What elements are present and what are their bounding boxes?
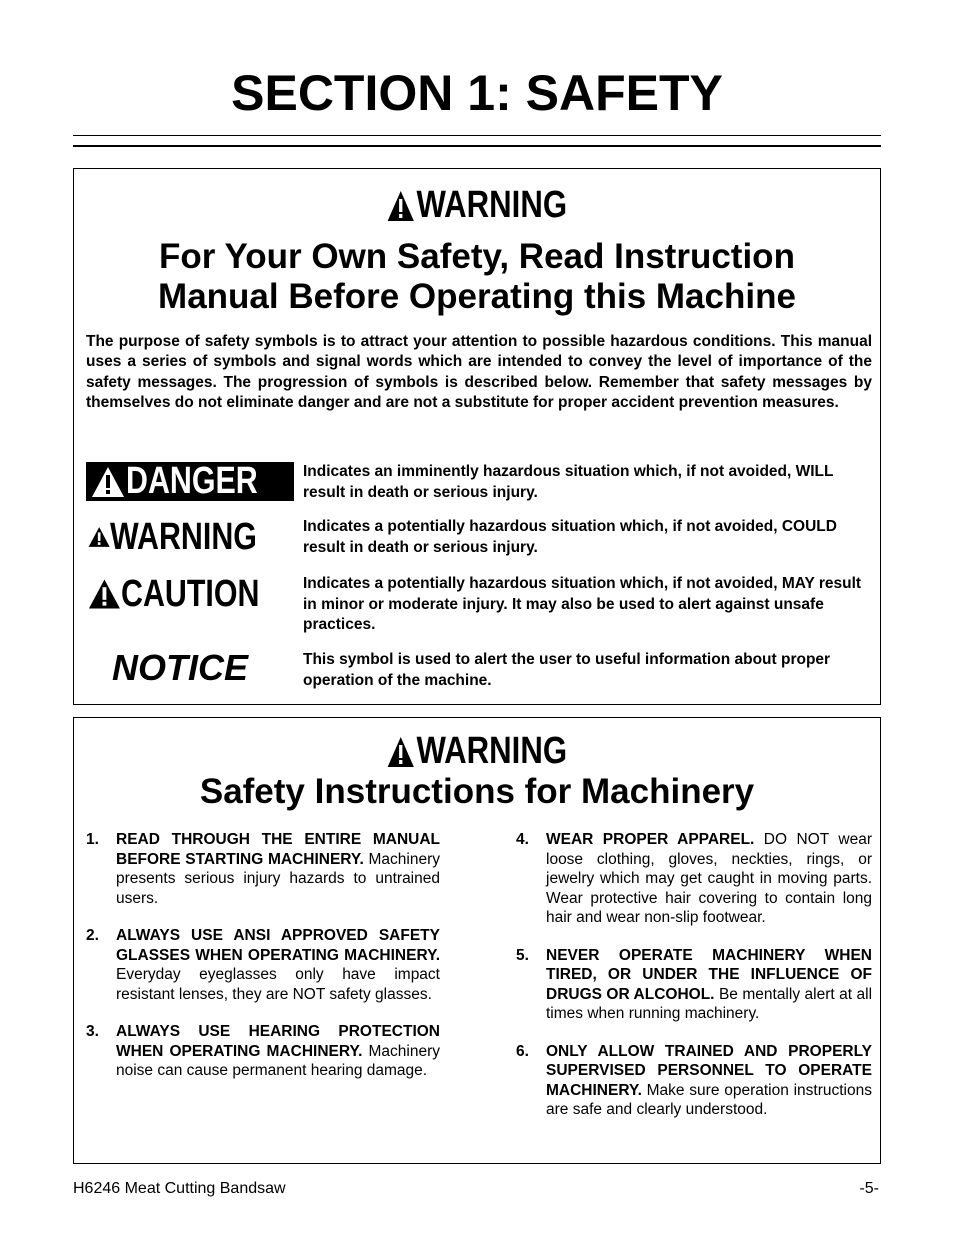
caution-triangle-icon [88, 578, 121, 610]
notice-label [86, 648, 294, 688]
list-item: 5. NEVER OPERATE MACHINERY WHEN TIRED, OR UNDER THE INFLUENCE OF DRUGS OR ALCOHOL. Be mentally alert at all times when running machinery. [516, 946, 873, 1022]
notice-word: NOTICE [111, 647, 248, 688]
instructions-left-column [86, 830, 440, 1099]
caution-description: Indicates a potentially hazardous situation which, if not avoided, MAY result in minor or moderate injury. It may also be used to alert against unsafe practices. [303, 575, 862, 633]
warning-label [86, 517, 294, 557]
footer-model-name: H6246 Meat Cutting Bandsaw [73, 1180, 286, 1197]
warning-triangle-icon [88, 521, 110, 553]
danger-label [86, 462, 294, 501]
subtitle-line-1: For Your Own Safety, Read Instruction [159, 237, 795, 276]
list-item: 1. READ THROUGH THE ENTIRE MANUAL BEFORE STARTING MACHINERY. Machinery presents serious injury hazards to untrained users. [86, 831, 440, 907]
notice-description: This symbol is used to alert the user to useful information about proper operation of the machine. [303, 651, 831, 689]
warning-description: Indicates a potentially hazardous situation which, if not avoided, COULD result in death or serious injury. [303, 518, 837, 556]
list-item: 4. WEAR PROPER APPAREL. DO NOT wear loose clothing, gloves, neckties, rings, or jewelry which may get caught in moving parts. Wear protective hair covering to contain long hair and wear non-slip footwear. [516, 831, 872, 926]
warning-triangle-icon [387, 736, 415, 768]
safety-symbols-box [73, 168, 881, 705]
list-item: 3. ALWAYS USE HEARING PROTECTION WHEN OPERATING MACHINERY. Machinery noise can cause permanent hearing damage. [86, 1023, 440, 1079]
danger-description: Indicates an imminently hazardous situation which, if not avoided, WILL result in death or serious injury. [303, 463, 834, 501]
warning-header [147, 184, 808, 227]
warning-header [147, 730, 808, 773]
warning-triangle-icon [387, 190, 415, 222]
intro-paragraph: The purpose of safety symbols is to attract your attention to possible hazardous conditions. This manual uses a series of symbols and signal words which are intended to convey the level of importance of the safety messages. The progression of symbols is described below. Remember that safety messages by themselves do not eliminate danger and are not a substitute for proper accident prevention measures. [86, 333, 872, 411]
subtitle-line-2: Manual Before Operating this Machine [158, 277, 796, 316]
list-item: 2. ALWAYS USE ANSI APPROVED SAFETY GLASSES WHEN OPERATING MACHINERY. Everyday eyeglasses only have impact resistant lenses, they are NOT safety glasses. [86, 927, 440, 1003]
box2-subtitle: Safety Instructions for Machinery [199, 772, 755, 811]
machinery-safety-box [73, 717, 881, 1164]
warning-signal-word: WARNING [110, 515, 258, 558]
instructions-right-column [516, 830, 872, 1138]
warning-word: WARNING [416, 184, 568, 226]
title-rule-top [73, 135, 881, 136]
list-item: 6. ONLY ALLOW TRAINED AND PROPERLY SUPERVISED PERSONNEL TO OPERATE MACHINERY. Make sure operation instructions are safe and clearly understood. [516, 1042, 872, 1118]
warning-word: WARNING [416, 730, 568, 772]
danger-word: DANGER [126, 462, 258, 501]
danger-triangle-icon [90, 466, 126, 498]
title-rule-bottom [73, 145, 881, 147]
caution-word: CAUTION [120, 572, 260, 615]
caution-label [86, 574, 294, 614]
footer-page-number: -5- [859, 1180, 879, 1197]
box1-subtitle [74, 237, 880, 317]
section-title: SECTION 1: SAFETY [231, 65, 723, 121]
